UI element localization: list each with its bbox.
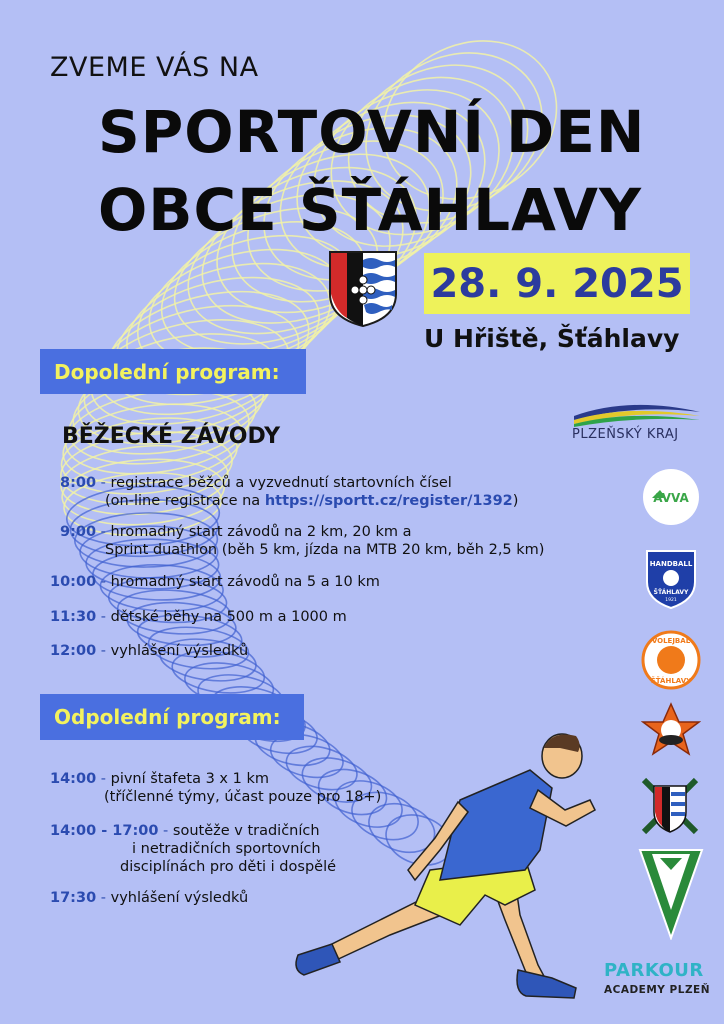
- intro-text: ZVEME VÁS NA: [50, 52, 259, 83]
- afternoon-program-tag: Odpolední program:: [40, 694, 304, 740]
- event-title-line2: OBCE ŠŤÁHLAVY: [98, 176, 642, 244]
- football-club-logo-icon: [638, 848, 704, 940]
- svg-text:HANDBALL: HANDBALL: [649, 560, 693, 568]
- schedule-text: soutěže v tradičních: [172, 823, 320, 839]
- schedule-time: 10:00: [50, 574, 97, 590]
- schedule-time: 14:00 - 17:00: [50, 823, 159, 839]
- schedule-text: pivní štafeta 3 x 1 km: [110, 771, 269, 787]
- schedule-item: 17:30 - vyhlášení výsledků: [50, 890, 249, 906]
- svg-text:VOLEJBAL: VOLEJBAL: [651, 637, 691, 645]
- schedule-item: 9:00 - hromadný start závodů na 2 km, 20 km a Sprint duathlon (běh 5 km, jízda na MTB 20 km, běh 2,5 km): [60, 524, 545, 558]
- schedule-time: 8:00: [60, 475, 97, 491]
- handball-logo-icon: [644, 548, 698, 610]
- schedule-item: 12:00 - vyhlášení výsledků: [50, 643, 249, 659]
- schedule-text: hromadný start závodů na 5 a 10 km: [110, 574, 380, 590]
- schedule-time: 14:00: [50, 771, 97, 787]
- svg-text:ŠŤÁHLAVY: ŠŤÁHLAVY: [650, 677, 692, 685]
- morning-program-tag: Dopolední program:: [40, 349, 306, 394]
- event-date: 28. 9. 2025: [424, 253, 690, 314]
- schedule-time: 9:00: [60, 524, 97, 540]
- event-venue: U Hřiště, Šťáhlavy: [424, 324, 680, 353]
- schedule-item: 14:00 - pivní štafeta 3 x 1 km (tříčlenné týmy, účast pouze pro 18+): [50, 771, 382, 805]
- schedule-text: hromadný start závodů na 2 km, 20 km a: [110, 524, 412, 540]
- avva-text: AVVA: [653, 491, 689, 505]
- plzensky-kraj-label: PLZEŇSKÝ KRAJ: [572, 427, 679, 442]
- event-title-line1: SPORTOVNÍ DEN: [98, 98, 646, 166]
- parkour-sub: ACADEMY PLZEŇ: [604, 984, 711, 996]
- schedule-text: vyhlášení výsledků: [110, 890, 249, 906]
- fire-brigade-logo-icon: [641, 702, 701, 760]
- schedule-time: 11:30: [50, 609, 97, 625]
- svg-text:1921: 1921: [665, 598, 677, 603]
- schedule-text: registrace běžců a vyzvednutí startovních čísel: [110, 475, 452, 491]
- schedule-text: vyhlášení výsledků: [110, 643, 249, 659]
- hunters-logo-icon: [640, 776, 700, 836]
- svg-text:ŠŤÁHLAVY: ŠŤÁHLAVY: [653, 589, 689, 596]
- runner-illustration: [290, 730, 610, 1020]
- schedule-item: 11:30 - dětské běhy na 500 m a 1000 m: [50, 609, 347, 625]
- avva-logo-icon: [642, 468, 700, 526]
- schedule-time: 17:30: [50, 890, 97, 906]
- running-races-heading: BĚŽECKÉ ZÁVODY: [62, 424, 281, 449]
- schedule-text: dětské běhy na 500 m a 1000 m: [110, 609, 347, 625]
- plzensky-kraj-logo-icon: [570, 398, 704, 428]
- volejbal-logo-icon: [641, 630, 701, 690]
- schedule-item: 10:00 - hromadný start závodů na 5 a 10 km: [50, 574, 380, 590]
- parkour-brand: PARKOUR: [604, 960, 704, 981]
- coat-of-arms-icon: [328, 250, 398, 328]
- registration-link[interactable]: https://sportt.cz/register/1392: [264, 493, 513, 509]
- schedule-time: 12:00: [50, 643, 97, 659]
- schedule-item: 14:00 - 17:00 - soutěže v tradičních i netradičních sportovních disciplínách pro děti i dospělé: [50, 823, 337, 875]
- schedule-item: 8:00 - registrace běžců a vyzvednutí startovních čísel (on-line registrace na https://sportt.cz/register/1392): [60, 475, 519, 509]
